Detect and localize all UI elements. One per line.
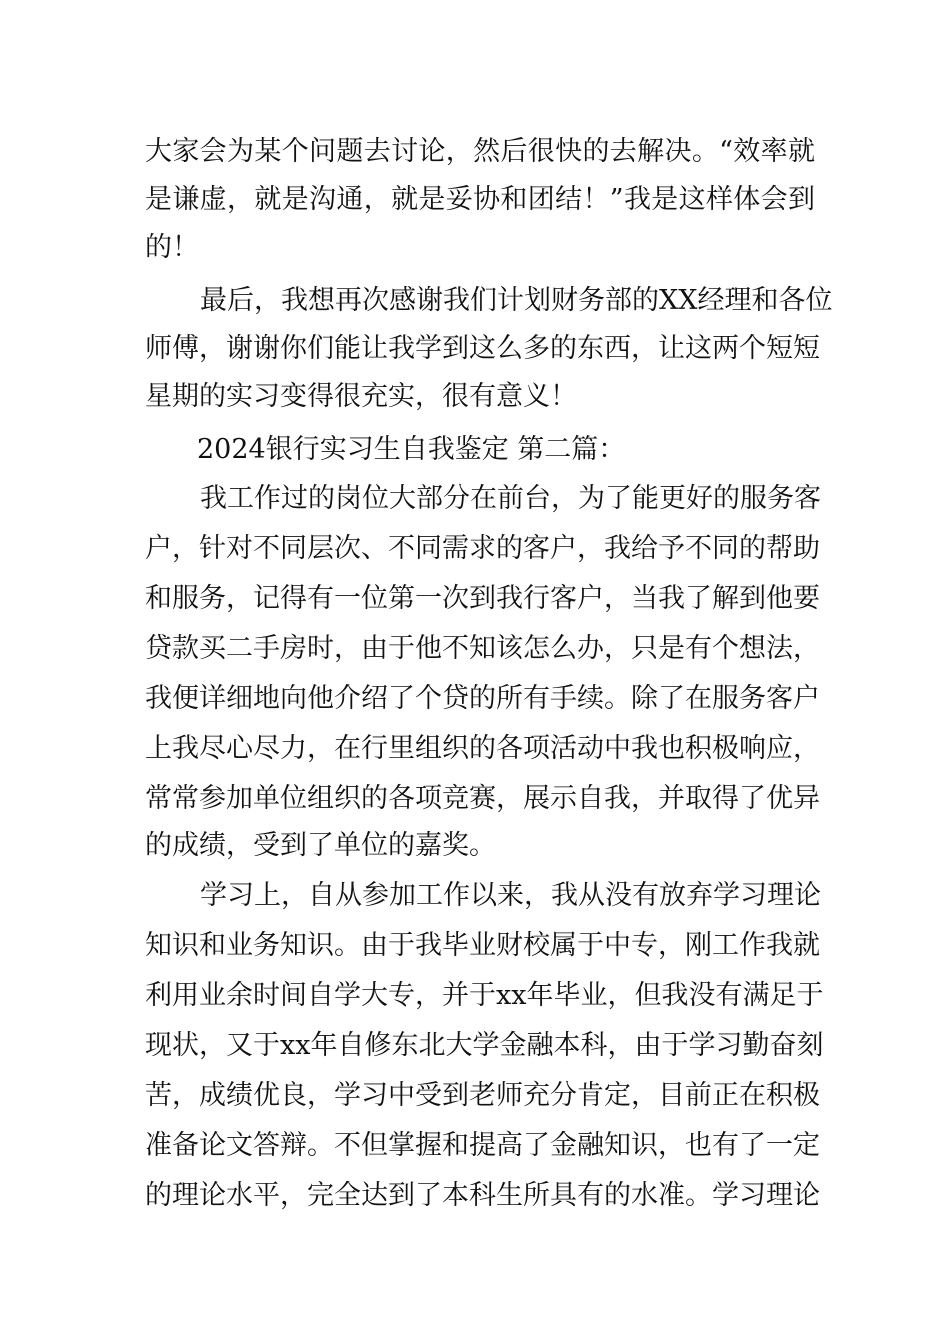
text-line: 苦，成绩优良，学习中受到老师充分肯定，目前正在积极 — [145, 1080, 820, 1111]
text-line: 户，针对不同层次、不同需求的客户，我给予不同的帮助 — [145, 533, 820, 564]
text-line: 的！ — [145, 232, 199, 263]
text-line: 是谦虚，就是沟通，就是妥协和团结！”我是这样体会到 — [145, 184, 815, 215]
text-line: 的理论水平，完全达到了本科生所具有的水准。学习理论 — [145, 1180, 820, 1211]
text-line: 现状，又于xx年自修东北大学金融本科，由于学习勤奋刻 — [145, 1030, 824, 1061]
text-line: 常常参加单位组织的各项竞赛，展示自我，并取得了优异 — [145, 783, 820, 814]
text-line: 的成绩，受到了单位的嘉奖。 — [145, 830, 496, 861]
text-line: 贷款买二手房时，由于他不知该怎么办，只是有个想法， — [145, 633, 820, 664]
text-line: 准备论文答辩。不但掌握和提高了金融知识，也有了一定 — [145, 1130, 820, 1161]
text-line: 知识和业务知识。由于我毕业财校属于中专，刚工作我就 — [145, 930, 820, 961]
text-line: 我便详细地向他介绍了个贷的所有手续。除了在服务客户 — [145, 683, 820, 714]
text-line: 我工作过的岗位大部分在前台，为了能更好的服务客 — [200, 483, 821, 514]
text-line: 学习上，自从参加工作以来，我从没有放弃学习理论 — [200, 880, 821, 911]
text-line: 师傅，谢谢你们能让我学到这么多的东西，让这两个短短 — [145, 333, 820, 364]
text-line: 利用业余时间自学大专，并于xx年毕业，但我没有满足于 — [145, 980, 824, 1011]
text-line: 星期的实习变得很充实，很有意义！ — [145, 381, 577, 412]
text-line: 最后，我想再次感谢我们计划财务部的XX经理和各位 — [200, 285, 833, 316]
section-heading: 2024银行实习生自我鉴定 第二篇： — [197, 434, 626, 465]
text-line: 大家会为某个问题去讨论，然后很快的去解决。“效率就 — [145, 136, 815, 167]
text-line: 上我尽心尽力，在行里组织的各项活动中我也积极响应， — [145, 733, 820, 764]
text-line: 和服务，记得有一位第一次到我行客户，当我了解到他要 — [145, 583, 820, 614]
